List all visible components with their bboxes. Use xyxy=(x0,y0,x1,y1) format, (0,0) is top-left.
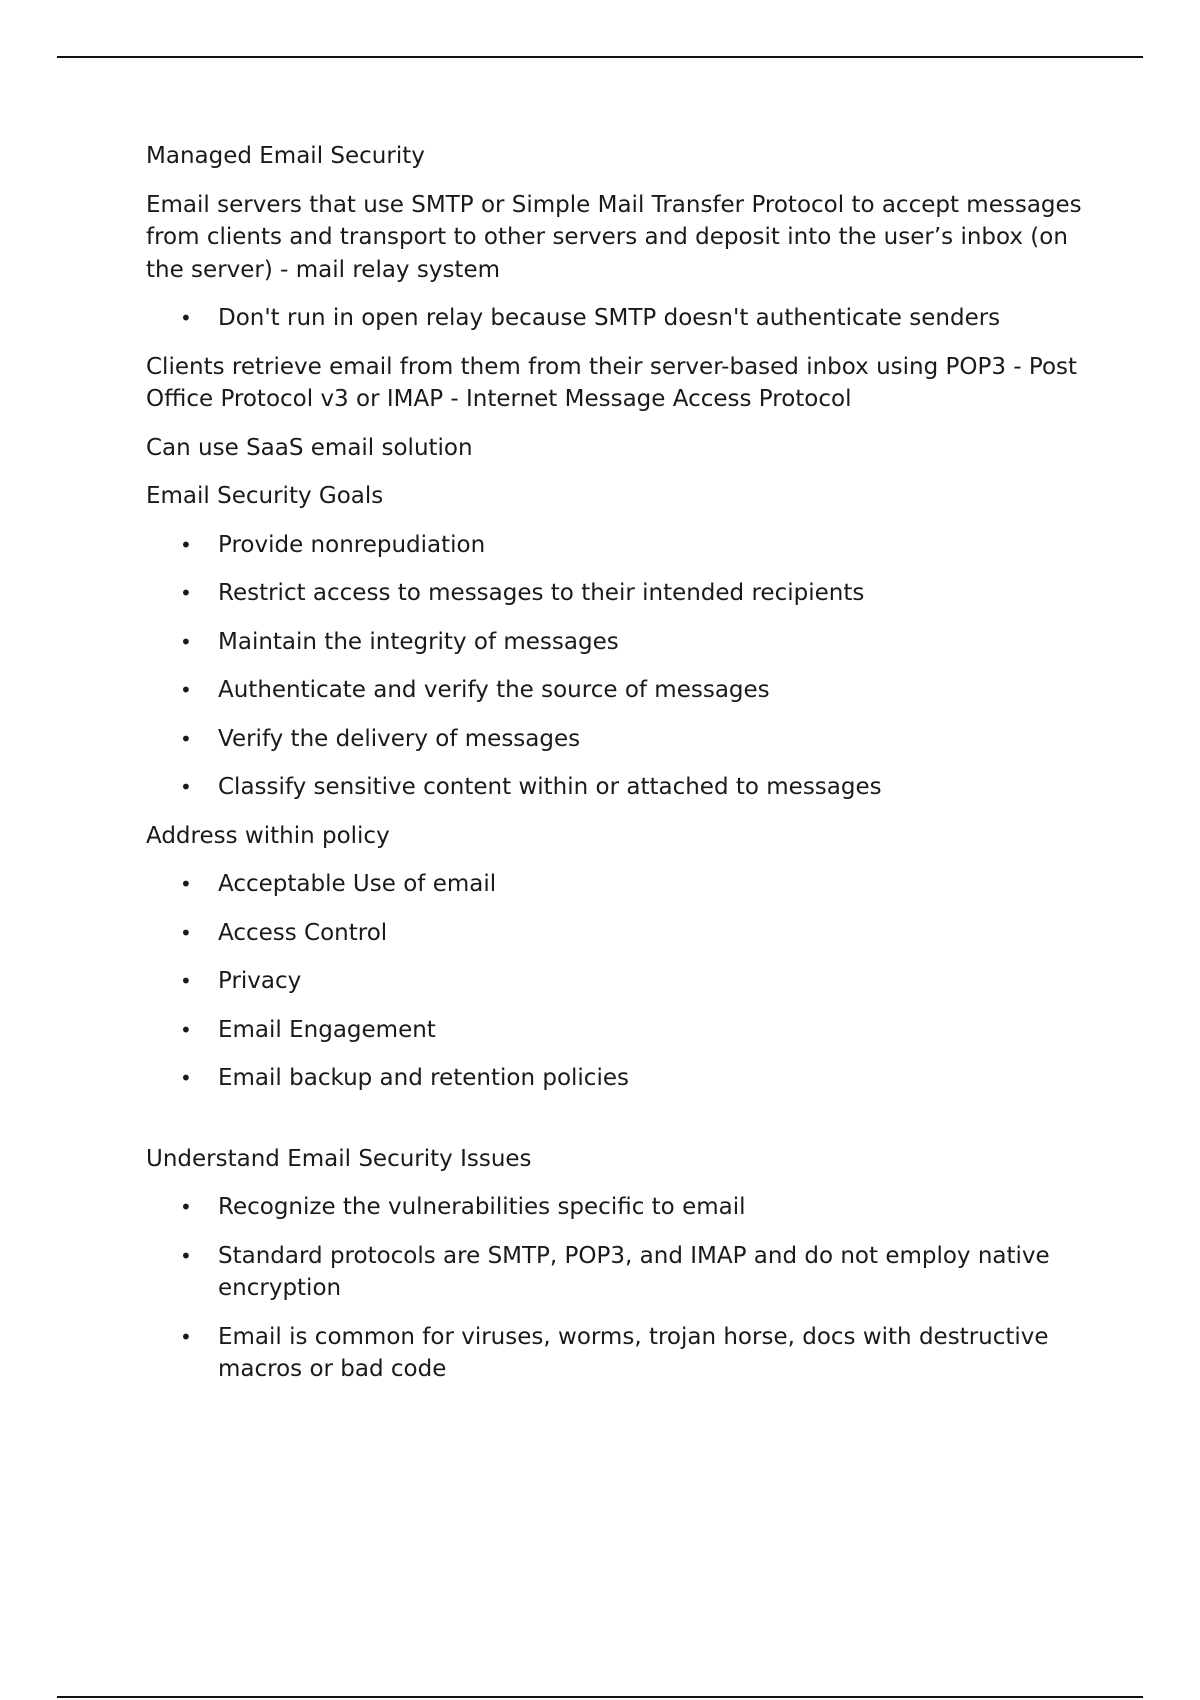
paragraph-smtp-servers: Email servers that use SMTP or Simple Mail Transfer Protocol to accept messages from clients and transport to other servers and deposit into the user’s inbox (on the server) - mail relay system xyxy=(146,191,1082,283)
list-item: • Email backup and retention policies xyxy=(146,1062,1086,1095)
list-security-issues xyxy=(146,1191,1086,1386)
list-policy xyxy=(146,868,1086,1095)
section-title-security-goals: Email Security Goals xyxy=(146,483,384,509)
list-item: • Authenticate and verify the source of messages xyxy=(146,674,1086,707)
document-body xyxy=(146,140,1086,1402)
list-item: • Privacy xyxy=(146,965,1086,998)
list-security-goals xyxy=(146,529,1086,804)
list-item: • Recognize the vulnerabilities specific to email xyxy=(146,1191,1086,1224)
list-item: • Restrict access to messages to their intended recipients xyxy=(146,577,1086,610)
header-rule xyxy=(57,56,1143,58)
list-item: • Access Control xyxy=(146,917,1086,950)
list-item: • Email is common for viruses, worms, trojan horse, docs with destructive macros or bad code xyxy=(146,1321,1086,1386)
list-item: • Acceptable Use of email xyxy=(146,868,1086,901)
list-open-relay xyxy=(146,302,1086,335)
list-item: • Maintain the integrity of messages xyxy=(146,626,1086,659)
paragraph-saas: Can use SaaS email solution xyxy=(146,434,473,461)
section-title-policy: Address within policy xyxy=(146,822,390,849)
section-title-managed-email-security: Managed Email Security xyxy=(146,143,425,169)
list-item: • Provide nonrepudiation xyxy=(146,529,1086,562)
list-item: • Classify sensitive content within or attached to messages xyxy=(146,771,1086,804)
list-item: • Don't run in open relay because SMTP doesn't authenticate senders xyxy=(146,302,1086,335)
section-title-security-issues: Understand Email Security Issues xyxy=(146,1145,532,1172)
list-item: • Standard protocols are SMTP, POP3, and IMAP and do not employ native encryption xyxy=(146,1240,1086,1305)
list-item: • Verify the delivery of messages xyxy=(146,723,1086,756)
footer-rule xyxy=(57,1696,1143,1698)
paragraph-pop3-imap: Clients retrieve email from them from their server-based inbox using POP3 - Post Office Protocol v3 or IMAP - Internet Message Access Protocol xyxy=(146,353,1078,412)
list-item: • Email Engagement xyxy=(146,1014,1086,1047)
section-spacer xyxy=(146,1111,1086,1143)
